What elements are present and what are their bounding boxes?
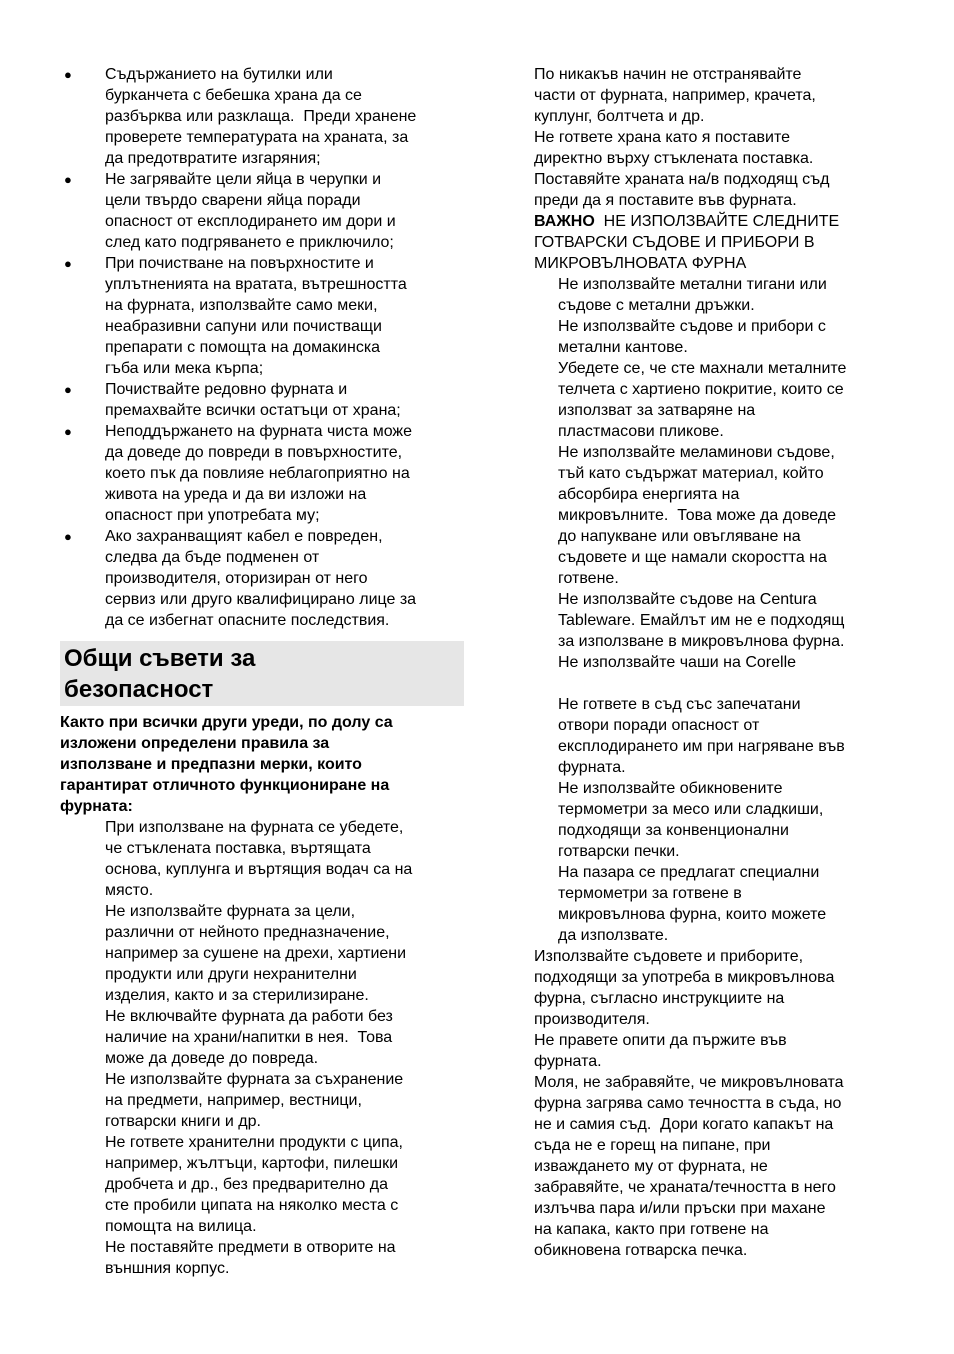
text-line: термометри за готвене в [558,885,742,902]
text-line: части от фурната, например, крачета, [534,87,816,104]
text-line: експлодирането им при нагряване във [558,738,845,755]
text-line: метални кантове. [558,339,688,356]
text-line: готварски книги и др. [105,1113,261,1130]
bullet-line: опасност при употребата му; [105,507,320,524]
text-line: Не гответе в съд със запечатани [558,696,801,713]
bullet-item [60,526,466,631]
more-rules [534,694,894,946]
text-line: тъй като съдържат материал, който [558,465,824,482]
text-line: наличие на храни/напитки в нея. Това [105,1029,393,1046]
bullet-line: гъба или мека кърпа; [105,360,264,377]
important-label: ВАЖНО [534,213,595,230]
text-line: различни от нейното предназначение, [105,924,390,941]
text-line: преди да я поставите във фурната. [534,192,797,209]
bullet-line: разбърква или разклаща. Преди хранене [105,108,417,125]
bullet-line: на фурната, използвайте само меки, [105,297,378,314]
text-line: съдове с метални дръжки. [558,297,755,314]
closing-text [534,946,894,1261]
text-line: По никакъв начин не отстранявайте [534,66,802,83]
text-line: помощта на вилица. [105,1218,257,1235]
bullet-line: Ако захранващият кабел е повреден, [105,528,383,545]
text-line: готварски печки. [558,843,680,860]
text-line: може да доведе до повреда. [105,1050,319,1067]
important-heading-cont [534,232,894,274]
bullet-item [60,169,466,253]
text-line: ГОТВАРСКИ СЪДОВЕ И ПРИБОРИ В [534,234,815,251]
text-line: за използване в микровълнова фурна. [558,633,845,650]
intro-paragraph [60,712,466,817]
bullet-line: следва да бъде подменен от [105,549,320,566]
text-line: че стъклената поставка, въртящата [105,840,371,857]
text-line: Не използвайте меламинови съдове, [558,444,835,461]
bullet-line: бурканчета с бебешка храна да се [105,87,362,104]
text-line: Убедете се, че сте махнали металните [558,360,847,377]
bullet-line: При почистване на повърхностите и [105,255,374,272]
text-line: телчета с хартиено покритие, които се [558,381,844,398]
bullet-icon: ● [64,256,72,271]
text-line: Не използвайте съдове и прибори с [558,318,826,335]
text-line: фурната: [60,798,133,815]
text-line: микровълните. Това може да доведе [558,507,837,524]
bullet-line: да се избегнат опасните последствия. [105,612,390,629]
bullet-line: да предотвратите изгаряния; [105,150,321,167]
bullet-line: след като подгряването е приключило; [105,234,394,251]
text-line: до напукване или овъгляване на [558,528,801,545]
text-line: подходящи за конвенционални [558,822,789,839]
text-line: на предмети, например, вестници, [105,1092,362,1109]
bullet-line: сервиз или друго квалифицирано лице за [105,591,417,608]
intro-text [534,64,894,211]
bullet-line: Съдържанието на бутилки или [105,66,333,83]
bullet-icon: ● [64,172,72,187]
text-line: основа, куплунга и въртящия водач са на [105,861,413,878]
text-line: Не използвайте обикновените [558,780,783,797]
bullet-line: уплътненията на вратата, вътрешността [105,276,407,293]
text-line: Не използвайте съдове на Centura [558,591,817,608]
bullet-item [60,253,466,379]
text-line: Не правете опити да пържите във [534,1032,787,1049]
spacer [534,673,894,694]
bullet-line: опасност от експлодирането им дори и [105,213,396,230]
text-line: куплунг, болтчета и др. [534,108,705,125]
bullet-line: премахвайте всички остатъци от храна; [105,402,401,419]
text-line: например за сушене на дрехи, хартиени [105,945,407,962]
text-line: Не включвайте фурната да работи без [105,1008,393,1025]
bullet-item [60,379,466,421]
bullet-line: което пък да повлияе неблагоприятно на [105,465,410,482]
bullet-list [60,64,466,631]
text-line: Не използвайте фурната за цели, [105,903,356,920]
section-heading-line: безопасност [64,676,214,703]
text-line: Поставяйте храната на/в подходящ съд [534,171,830,188]
text-line: фурната. [534,1053,602,1070]
text-line: външния корпус. [105,1260,230,1277]
text-line: пластмасови пликове. [558,423,724,440]
text-line: производителя. [534,1011,650,1028]
text-line: отвори поради опасност от [558,717,760,734]
text-line: продукти или други нехранителни [105,966,357,983]
text-line: Не поставяйте предмети в отворите на [105,1239,396,1256]
bullet-line: да доведе до повреди в повърхностите, [105,444,403,461]
text-line: например, жълтъци, картофи, пилешки [105,1155,399,1172]
text-line: подходящи за употреба в микровълнова [534,969,835,986]
text-line: съдовете и ще намали скоростта на [558,549,827,566]
text-line: микровълнова фурна, които можете [558,906,827,923]
text-line: сте пробили ципата на няколко места с [105,1197,399,1214]
text-line: фурната. [558,759,626,776]
left-column [60,64,466,1279]
text-line: забравяйте, че храната/течността в него [534,1179,836,1196]
bullet-icon: ● [64,382,72,397]
text-line: Както при всички други уреди, по долу са [60,714,393,731]
text-line: фурна, съгласно инструкциите на [534,990,785,1007]
section-heading [60,641,464,706]
bullet-line: препарати с помощта на домакинска [105,339,381,356]
section-heading-line: Общи съвети за [64,645,256,672]
text-line: изложени определени правила за [60,735,330,752]
bullet-line: проверете температурата на храната, за [105,129,409,146]
bullet-line: цели твърдо сварени яйца поради [105,192,361,209]
text-line: дробчета и др., без предварително да [105,1176,388,1193]
important-heading-text: НЕ ИЗПОЛЗВАЙТЕ СЛЕДНИТЕ [594,213,840,230]
text-line: съда не е горещ на пипане, при [534,1137,771,1154]
text-line: използват за затваряне на [558,402,756,419]
text-line: на капака, както при готвене на [534,1221,769,1238]
text-line: Използвайте съдовете и приборите, [534,948,804,965]
bullet-line: живота на уреда и да ви изложи на [105,486,367,503]
text-line: абсорбира енергията на [558,486,740,503]
text-line: термометри за месо или сладкиши, [558,801,824,818]
text-line: Моля, не забравяйте, че микровълновата [534,1074,844,1091]
text-line: изделия, както и за стерилизиране. [105,987,369,1004]
bullet-icon: ● [64,67,72,82]
bullet-line: Не загрявайте цели яйца в черупки и [105,171,382,188]
text-line: МИКРОВЪЛНОВАТА ФУРНА [534,255,747,272]
text-line: не и самия съд. Дори когато капакът на [534,1116,834,1133]
bullet-line: неабразивни сапуни или почистващи [105,318,382,335]
bullet-item [60,64,466,169]
text-line: Не използвайте фурната за съхранение [105,1071,404,1088]
text-line: Tableware. Емайлът им не е подходящ [558,612,845,629]
safety-rules [60,817,466,1279]
text-line: изваждането му от фурната, не [534,1158,768,1175]
text-line: При използване на фурната се убедете, [105,819,404,836]
bullet-icon: ● [64,424,72,439]
text-line: На пазара се предлагат специални [558,864,820,881]
text-line: фурна загрява само течността в съда, но [534,1095,842,1112]
text-line: излъчва пара и/или пръски при махане [534,1200,826,1217]
text-line: обикновена готварска печка. [534,1242,748,1259]
text-line: Не гответе хранителни продукти с ципа, [105,1134,403,1151]
text-line: директно върху стъклената поставка. [534,150,814,167]
text-line: Не използвайте чаши на Corelle [558,654,797,671]
text-line: гарантират отличното функциониране на [60,777,390,794]
text-line: място. [105,882,154,899]
bullet-line: производителя, оторизиран от него [105,570,368,587]
bullet-line: Неподдържането на фурната чиста може [105,423,413,440]
text-line: да използвате. [558,927,669,944]
text-line: готвене. [558,570,619,587]
text-line: Не използвайте метални тигани или [558,276,827,293]
bullet-icon: ● [64,529,72,544]
text-line: използване и предпазни мерки, които [60,756,362,773]
bullet-item [60,421,466,526]
prohibited-items [534,274,894,673]
important-heading [534,211,894,232]
right-column [534,64,894,1261]
bullet-line: Почиствайте редовно фурната и [105,381,348,398]
text-line: Не гответе храна като я поставите [534,129,791,146]
